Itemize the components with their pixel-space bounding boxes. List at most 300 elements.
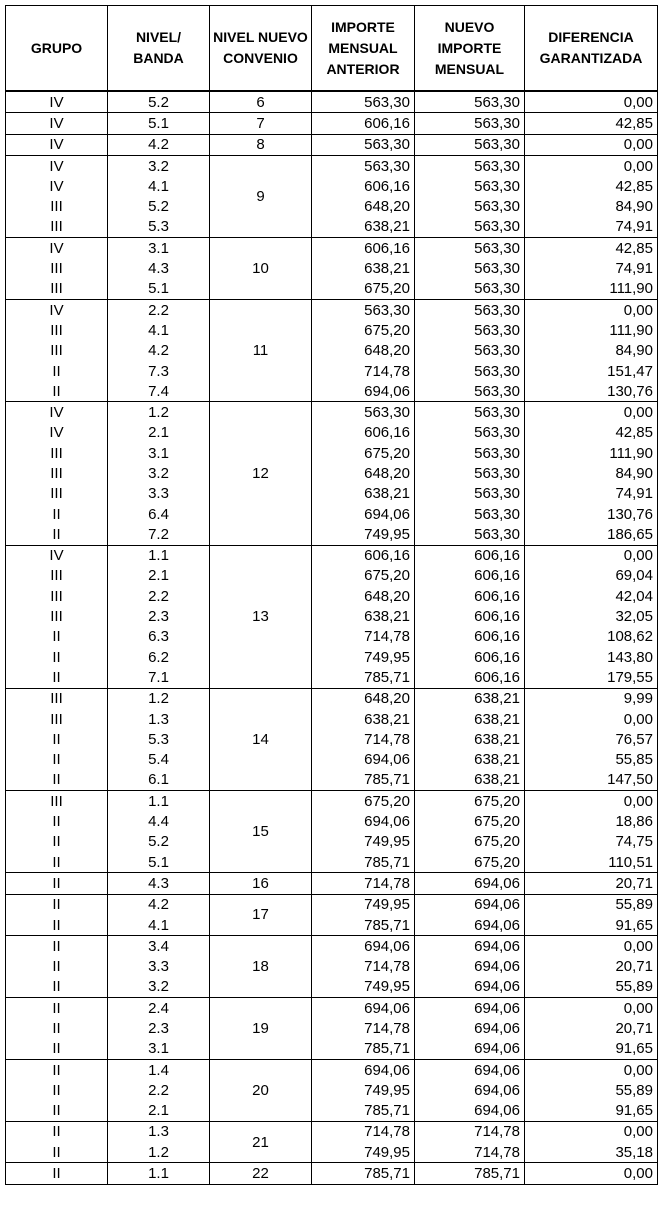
cell-nuevo-importe: 563,30 [415,155,525,176]
cell-nivel-banda: 4.2 [108,134,210,155]
table-row [6,504,658,524]
cell-importe-anterior: 638,21 [312,484,415,504]
cell-importe-anterior: 606,16 [312,423,415,443]
cell-importe-anterior: 606,16 [312,113,415,134]
table-row [6,1039,658,1060]
header-nivel-nuevo-convenio: NIVEL NUEVO CONVENIO [210,6,312,92]
cell-nuevo-importe: 606,16 [415,606,525,626]
cell-nuevo-importe: 563,30 [415,299,525,320]
cell-grupo: II [6,729,108,749]
cell-nivel-banda: 3.1 [108,443,210,463]
cell-grupo: II [6,832,108,852]
cell-diferencia: 42,04 [525,586,658,606]
cell-importe-anterior: 785,71 [312,1101,415,1122]
cell-grupo: III [6,341,108,361]
cell-diferencia: 91,65 [525,1101,658,1122]
table-row [6,545,658,566]
cell-importe-anterior: 694,06 [312,936,415,957]
cell-diferencia: 74,91 [525,258,658,278]
cell-nuevo-importe: 638,21 [415,770,525,791]
table-row [6,341,658,361]
cell-diferencia: 35,18 [525,1142,658,1163]
cell-importe-anterior: 675,20 [312,279,415,300]
table-row [6,606,658,626]
cell-diferencia: 143,80 [525,647,658,667]
table-row [6,936,658,957]
cell-nuevo-importe: 785,71 [415,1163,525,1184]
table-row [6,647,658,667]
cell-grupo: III [6,279,108,300]
cell-nivel-banda: 4.2 [108,341,210,361]
cell-diferencia: 20,71 [525,873,658,894]
cell-diferencia: 55,89 [525,977,658,998]
cell-diferencia: 84,90 [525,196,658,216]
cell-nuevo-importe: 563,30 [415,320,525,340]
cell-grupo: II [6,667,108,688]
table-row [6,217,658,238]
cell-grupo: II [6,873,108,894]
cell-nuevo-importe: 694,06 [415,998,525,1019]
cell-nivel-banda: 3.1 [108,1039,210,1060]
table-row [6,627,658,647]
table-row [6,977,658,998]
cell-nivel-banda: 7.4 [108,381,210,402]
cell-importe-anterior: 563,30 [312,155,415,176]
cell-importe-anterior: 606,16 [312,545,415,566]
table-row [6,998,658,1019]
cell-nuevo-importe: 563,30 [415,91,525,113]
cell-nivel-banda: 4.1 [108,915,210,936]
header-importe-mensual-anterior: IMPORTE MENSUAL ANTERIOR [312,6,415,92]
cell-importe-anterior: 785,71 [312,1163,415,1184]
cell-grupo: III [6,688,108,709]
cell-nivel-banda: 5.1 [108,852,210,873]
cell-importe-anterior: 749,95 [312,832,415,852]
cell-nivel-banda: 4.4 [108,811,210,831]
cell-importe-anterior: 675,20 [312,443,415,463]
table-body [6,91,658,1184]
cell-nuevo-importe: 675,20 [415,811,525,831]
cell-nivel-nuevo-convenio: 21 [210,1121,312,1163]
cell-nivel-banda: 1.1 [108,545,210,566]
cell-nuevo-importe: 563,30 [415,423,525,443]
cell-diferencia: 130,76 [525,381,658,402]
cell-nivel-banda: 5.4 [108,750,210,770]
cell-nuevo-importe: 563,30 [415,484,525,504]
table-row [6,381,658,402]
table-row [6,688,658,709]
cell-nuevo-importe: 563,30 [415,279,525,300]
table-row [6,113,658,134]
cell-grupo: IV [6,238,108,259]
table-row [6,1080,658,1100]
cell-grupo: II [6,627,108,647]
cell-importe-anterior: 714,78 [312,729,415,749]
cell-nivel-banda: 1.1 [108,1163,210,1184]
table-row [6,279,658,300]
cell-nuevo-importe: 563,30 [415,134,525,155]
cell-diferencia: 91,65 [525,915,658,936]
cell-nivel-banda: 7.1 [108,667,210,688]
cell-nuevo-importe: 638,21 [415,750,525,770]
cell-diferencia: 111,90 [525,443,658,463]
cell-nivel-banda: 3.3 [108,484,210,504]
cell-grupo: II [6,977,108,998]
cell-nivel-banda: 6.2 [108,647,210,667]
cell-nivel-banda: 2.1 [108,423,210,443]
header-nuevo-importe-mensual: NUEVO IMPORTE MENSUAL [415,6,525,92]
cell-importe-anterior: 694,06 [312,750,415,770]
cell-importe-anterior: 714,78 [312,873,415,894]
cell-nivel-banda: 3.3 [108,956,210,976]
cell-nivel-banda: 6.3 [108,627,210,647]
cell-nivel-nuevo-convenio: 18 [210,936,312,998]
cell-nuevo-importe: 694,06 [415,936,525,957]
cell-grupo: III [6,258,108,278]
table-row [6,176,658,196]
cell-diferencia: 130,76 [525,504,658,524]
salary-equivalence-table [5,5,658,1185]
cell-importe-anterior: 749,95 [312,1142,415,1163]
cell-grupo: II [6,381,108,402]
cell-grupo: II [6,1101,108,1122]
cell-diferencia: 110,51 [525,852,658,873]
cell-nivel-banda: 5.3 [108,217,210,238]
cell-grupo: III [6,484,108,504]
cell-nivel-banda: 2.3 [108,606,210,626]
cell-nivel-banda: 4.1 [108,176,210,196]
cell-nuevo-importe: 563,30 [415,361,525,381]
cell-nivel-banda: 2.2 [108,1080,210,1100]
cell-importe-anterior: 785,71 [312,1039,415,1060]
cell-nivel-banda: 2.3 [108,1018,210,1038]
cell-nivel-nuevo-convenio: 15 [210,791,312,873]
cell-nivel-banda: 7.2 [108,524,210,545]
cell-importe-anterior: 749,95 [312,1080,415,1100]
table-row [6,443,658,463]
cell-importe-anterior: 648,20 [312,688,415,709]
cell-diferencia: 55,89 [525,894,658,915]
table-row [6,873,658,894]
cell-nuevo-importe: 606,16 [415,667,525,688]
cell-grupo: II [6,1142,108,1163]
cell-diferencia: 0,00 [525,709,658,729]
header-diferencia-garantizada: DIFERENCIA GARANTIZADA [525,6,658,92]
cell-grupo: II [6,524,108,545]
cell-grupo: II [6,1080,108,1100]
cell-diferencia: 18,86 [525,811,658,831]
cell-importe-anterior: 606,16 [312,238,415,259]
cell-nivel-banda: 1.2 [108,688,210,709]
table-row [6,320,658,340]
table-row [6,463,658,483]
cell-nivel-nuevo-convenio: 11 [210,299,312,401]
cell-grupo: IV [6,134,108,155]
table-row [6,894,658,915]
table-row [6,709,658,729]
cell-grupo: III [6,566,108,586]
table-row [6,134,658,155]
cell-nivel-banda: 3.2 [108,977,210,998]
table-row [6,361,658,381]
cell-diferencia: 55,89 [525,1080,658,1100]
cell-nivel-banda: 5.1 [108,279,210,300]
cell-nuevo-importe: 563,30 [415,238,525,259]
table-row [6,852,658,873]
cell-nivel-nuevo-convenio: 16 [210,873,312,894]
cell-grupo: II [6,647,108,667]
cell-nivel-nuevo-convenio: 19 [210,998,312,1060]
cell-nivel-banda: 2.1 [108,1101,210,1122]
table-row [6,750,658,770]
table-row [6,196,658,216]
table-row [6,832,658,852]
cell-diferencia: 0,00 [525,155,658,176]
cell-grupo: III [6,196,108,216]
cell-nuevo-importe: 606,16 [415,627,525,647]
cell-grupo: IV [6,113,108,134]
cell-diferencia: 0,00 [525,936,658,957]
cell-grupo: IV [6,299,108,320]
cell-nuevo-importe: 694,06 [415,1101,525,1122]
table-row [6,915,658,936]
cell-diferencia: 32,05 [525,606,658,626]
table-row [6,1059,658,1080]
cell-nuevo-importe: 694,06 [415,1039,525,1060]
cell-importe-anterior: 563,30 [312,402,415,423]
cell-importe-anterior: 675,20 [312,791,415,812]
cell-diferencia: 151,47 [525,361,658,381]
table-header [6,6,658,92]
cell-nuevo-importe: 563,30 [415,176,525,196]
cell-nuevo-importe: 675,20 [415,791,525,812]
cell-importe-anterior: 694,06 [312,504,415,524]
cell-diferencia: 147,50 [525,770,658,791]
cell-diferencia: 0,00 [525,791,658,812]
cell-diferencia: 186,65 [525,524,658,545]
cell-grupo: III [6,217,108,238]
cell-importe-anterior: 714,78 [312,1121,415,1142]
cell-nivel-nuevo-convenio: 13 [210,545,312,688]
cell-importe-anterior: 638,21 [312,217,415,238]
cell-importe-anterior: 563,30 [312,134,415,155]
cell-nivel-banda: 5.2 [108,196,210,216]
cell-importe-anterior: 785,71 [312,852,415,873]
cell-grupo: II [6,998,108,1019]
cell-grupo: III [6,586,108,606]
cell-nivel-nuevo-convenio: 8 [210,134,312,155]
cell-grupo: IV [6,402,108,423]
cell-nivel-banda: 4.3 [108,258,210,278]
cell-grupo: IV [6,545,108,566]
cell-nivel-nuevo-convenio: 7 [210,113,312,134]
cell-nivel-banda: 3.1 [108,238,210,259]
cell-nivel-banda: 4.2 [108,894,210,915]
cell-nivel-banda: 1.3 [108,709,210,729]
cell-nuevo-importe: 563,30 [415,524,525,545]
cell-nuevo-importe: 675,20 [415,852,525,873]
cell-diferencia: 0,00 [525,1121,658,1142]
cell-nivel-banda: 1.1 [108,791,210,812]
cell-diferencia: 111,90 [525,320,658,340]
cell-grupo: III [6,463,108,483]
cell-nuevo-importe: 694,06 [415,915,525,936]
cell-nivel-banda: 1.3 [108,1121,210,1142]
cell-grupo: II [6,1121,108,1142]
cell-nivel-banda: 4.3 [108,873,210,894]
cell-importe-anterior: 563,30 [312,299,415,320]
cell-diferencia: 42,85 [525,238,658,259]
cell-nuevo-importe: 638,21 [415,729,525,749]
cell-importe-anterior: 714,78 [312,361,415,381]
cell-diferencia: 0,00 [525,1059,658,1080]
cell-diferencia: 0,00 [525,1163,658,1184]
cell-nivel-banda: 5.2 [108,832,210,852]
table-row [6,586,658,606]
cell-importe-anterior: 785,71 [312,770,415,791]
cell-nuevo-importe: 694,06 [415,894,525,915]
header-grupo: GRUPO [6,6,108,92]
cell-importe-anterior: 638,21 [312,258,415,278]
cell-nuevo-importe: 563,30 [415,463,525,483]
table-row [6,258,658,278]
cell-nuevo-importe: 563,30 [415,196,525,216]
cell-grupo: II [6,361,108,381]
cell-nuevo-importe: 675,20 [415,832,525,852]
cell-importe-anterior: 714,78 [312,627,415,647]
cell-grupo: III [6,709,108,729]
cell-nuevo-importe: 694,06 [415,1018,525,1038]
cell-grupo: II [6,1059,108,1080]
cell-importe-anterior: 749,95 [312,647,415,667]
cell-diferencia: 74,75 [525,832,658,852]
cell-diferencia: 179,55 [525,667,658,688]
cell-grupo: II [6,894,108,915]
cell-nivel-nuevo-convenio: 20 [210,1059,312,1121]
cell-importe-anterior: 675,20 [312,566,415,586]
cell-grupo: IV [6,155,108,176]
cell-nivel-nuevo-convenio: 22 [210,1163,312,1184]
cell-nuevo-importe: 694,06 [415,1059,525,1080]
table-row [6,956,658,976]
cell-nivel-banda: 3.2 [108,155,210,176]
cell-diferencia: 42,85 [525,176,658,196]
cell-grupo: II [6,811,108,831]
cell-nivel-banda: 1.4 [108,1059,210,1080]
cell-grupo: II [6,915,108,936]
table-row [6,1101,658,1122]
cell-nivel-banda: 3.4 [108,936,210,957]
cell-nuevo-importe: 563,30 [415,402,525,423]
cell-grupo: II [6,936,108,957]
cell-nuevo-importe: 694,06 [415,956,525,976]
cell-nuevo-importe: 714,78 [415,1121,525,1142]
cell-nuevo-importe: 563,30 [415,381,525,402]
cell-nuevo-importe: 694,06 [415,977,525,998]
cell-diferencia: 0,00 [525,299,658,320]
cell-diferencia: 74,91 [525,217,658,238]
cell-diferencia: 111,90 [525,279,658,300]
cell-nuevo-importe: 563,30 [415,113,525,134]
cell-grupo: III [6,791,108,812]
cell-diferencia: 42,85 [525,423,658,443]
cell-importe-anterior: 714,78 [312,1018,415,1038]
cell-nivel-banda: 2.2 [108,299,210,320]
cell-grupo: II [6,956,108,976]
cell-nivel-banda: 7.3 [108,361,210,381]
cell-importe-anterior: 749,95 [312,524,415,545]
cell-diferencia: 84,90 [525,341,658,361]
cell-nivel-banda: 2.2 [108,586,210,606]
table-row [6,91,658,113]
cell-nuevo-importe: 714,78 [415,1142,525,1163]
cell-diferencia: 74,91 [525,484,658,504]
cell-nuevo-importe: 694,06 [415,1080,525,1100]
cell-nivel-nuevo-convenio: 6 [210,91,312,113]
cell-grupo: II [6,1039,108,1060]
cell-nivel-banda: 5.2 [108,91,210,113]
cell-importe-anterior: 694,06 [312,381,415,402]
cell-importe-anterior: 606,16 [312,176,415,196]
cell-nivel-banda: 4.1 [108,320,210,340]
cell-importe-anterior: 648,20 [312,463,415,483]
cell-nuevo-importe: 563,30 [415,258,525,278]
cell-grupo: II [6,1018,108,1038]
cell-nuevo-importe: 606,16 [415,586,525,606]
cell-grupo: III [6,443,108,463]
cell-nivel-nuevo-convenio: 10 [210,238,312,300]
cell-grupo: II [6,1163,108,1184]
cell-nivel-nuevo-convenio: 14 [210,688,312,790]
cell-nuevo-importe: 563,30 [415,217,525,238]
cell-grupo: II [6,770,108,791]
cell-importe-anterior: 563,30 [312,91,415,113]
cell-diferencia: 20,71 [525,956,658,976]
cell-importe-anterior: 714,78 [312,956,415,976]
table-row [6,566,658,586]
cell-grupo: II [6,750,108,770]
cell-diferencia: 108,62 [525,627,658,647]
cell-grupo: II [6,504,108,524]
cell-nivel-banda: 5.3 [108,729,210,749]
table-row [6,1163,658,1184]
cell-diferencia: 9,99 [525,688,658,709]
cell-importe-anterior: 638,21 [312,709,415,729]
table-row [6,402,658,423]
header-nivel-banda: NIVEL/ BANDA [108,6,210,92]
table-row [6,811,658,831]
cell-grupo: IV [6,423,108,443]
table-row [6,791,658,812]
table-row [6,1121,658,1142]
cell-nuevo-importe: 638,21 [415,688,525,709]
cell-nivel-nuevo-convenio: 9 [210,155,312,237]
cell-nivel-banda: 1.2 [108,1142,210,1163]
table-row [6,299,658,320]
cell-nivel-banda: 2.1 [108,566,210,586]
cell-importe-anterior: 675,20 [312,320,415,340]
cell-importe-anterior: 694,06 [312,998,415,1019]
table-row [6,484,658,504]
cell-nuevo-importe: 563,30 [415,504,525,524]
table-row [6,238,658,259]
cell-importe-anterior: 648,20 [312,586,415,606]
cell-nuevo-importe: 606,16 [415,566,525,586]
cell-grupo: III [6,606,108,626]
cell-nuevo-importe: 638,21 [415,709,525,729]
cell-nivel-banda: 3.2 [108,463,210,483]
cell-importe-anterior: 638,21 [312,606,415,626]
